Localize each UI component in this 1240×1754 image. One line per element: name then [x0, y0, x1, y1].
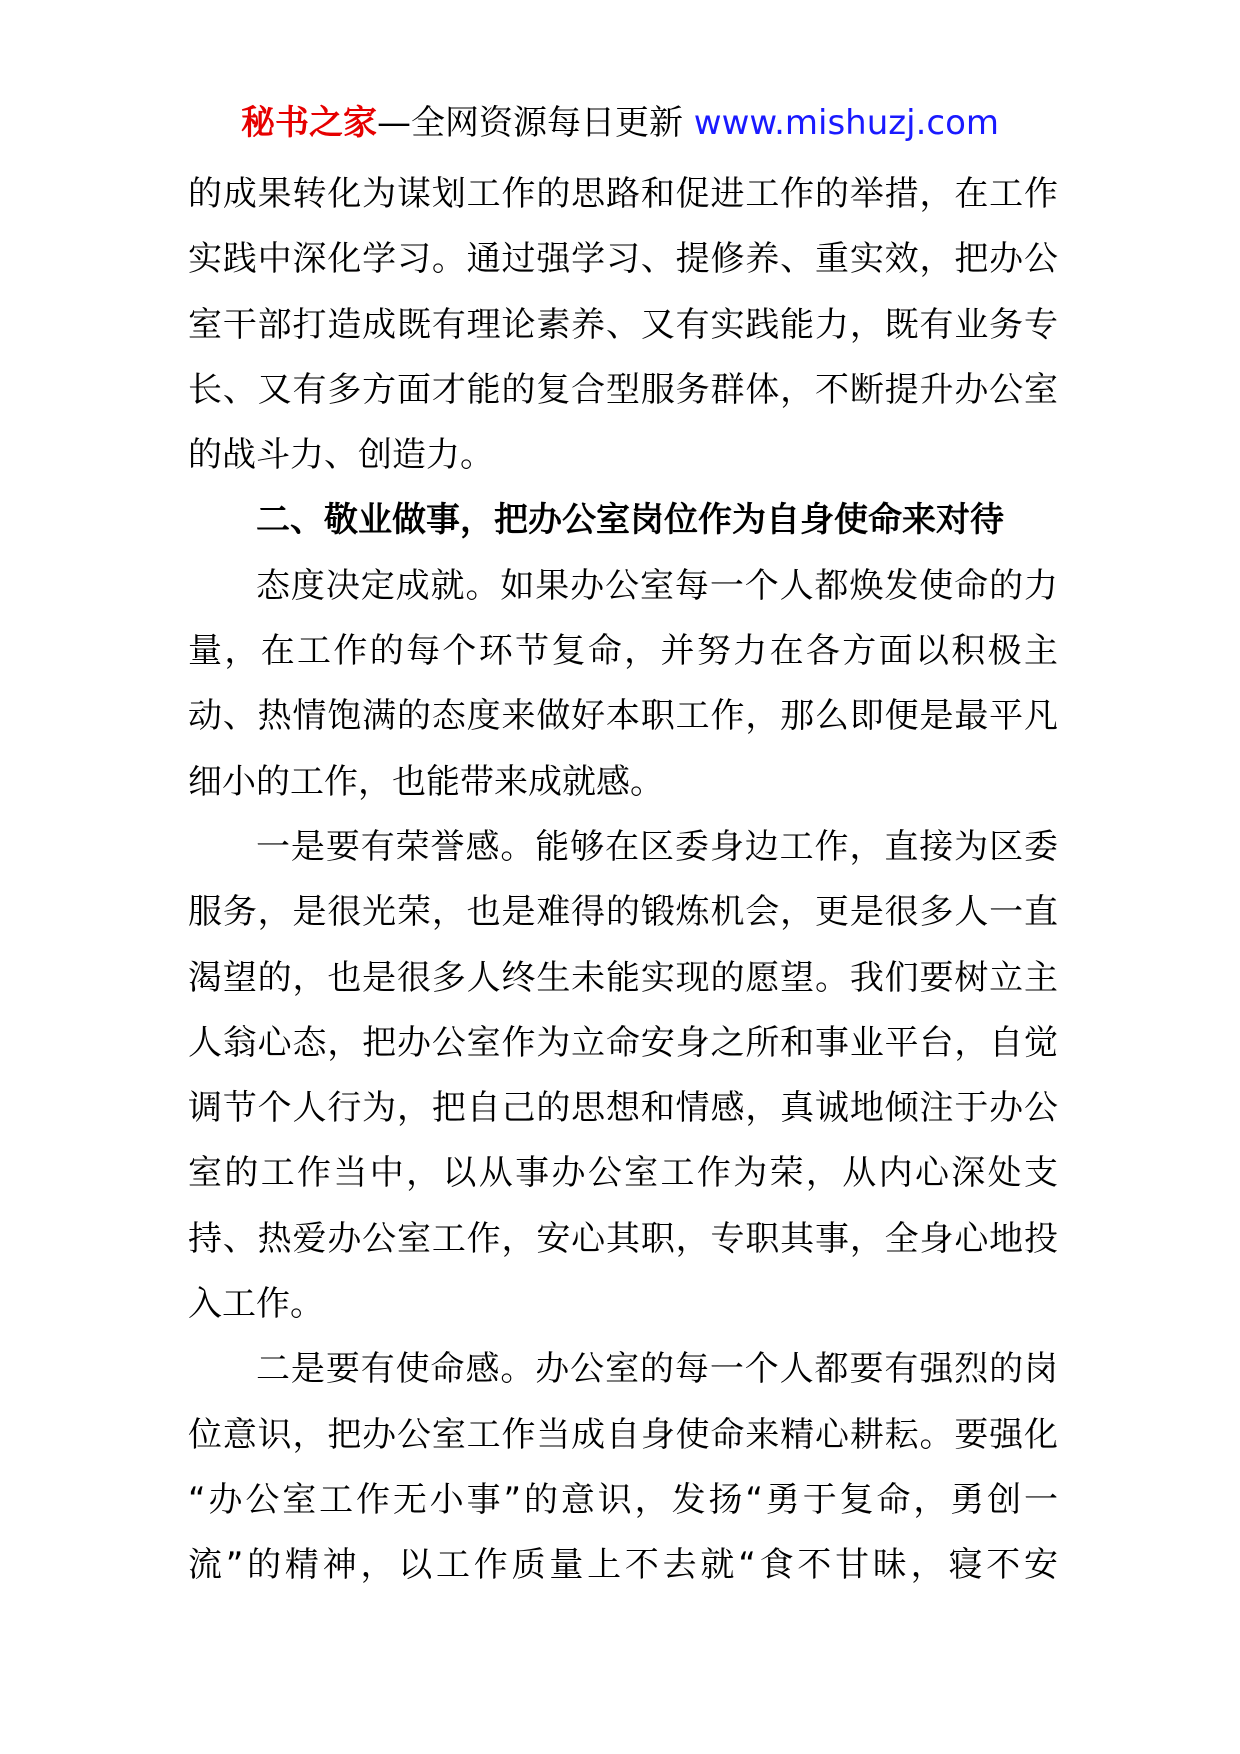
paragraph-line: 的战斗力、创造力。: [188, 435, 494, 476]
paragraph-line: 室的工作当中，以从事办公室工作为荣，从内心深处支: [188, 1153, 1058, 1194]
paragraph-line: 长、又有多方面才能的复合型服务群体，不断提升办公室: [188, 369, 1058, 410]
paragraph-line: 量，在工作的每个环节复命，并努力在各方面以积极主: [188, 631, 1058, 672]
paragraph-line: 人翁心态，把办公室作为立命安身之所和事业平台，自觉: [188, 1022, 1058, 1063]
paragraph-line: 一是要有荣誉感。能够在区委身边工作，直接为区委: [256, 826, 1058, 867]
paragraph-line: 入工作。: [188, 1284, 324, 1325]
paragraph-line: “办公室工作无小事”的意识，发扬“勇于复命，勇创一: [188, 1479, 1058, 1520]
paragraph-line: 持、热爱办公室工作，安心其职，专职其事，全身心地投: [188, 1218, 1058, 1259]
section-heading: 二、敬业做事，把办公室岗位作为自身使命来对待: [256, 500, 1004, 541]
paragraph-line: 渴望的，也是很多人终生未能实现的愿望。我们要树立主: [188, 957, 1058, 998]
paragraph-line: 位意识，把办公室工作当成自身使命来精心耕耘。要强化: [188, 1414, 1058, 1455]
paragraph-line: 流”的精神，以工作质量上不去就“食不甘昧，寝不安: [188, 1545, 1058, 1586]
paragraph-line: 服务，是很光荣，也是难得的锻炼机会，更是很多人一直: [188, 892, 1058, 933]
site-url-link[interactable]: www.mishuzj.com: [693, 103, 999, 143]
brand-name: 秘书之家: [240, 103, 377, 143]
paragraph-line: 态度决定成就。如果办公室每一个人都焕发使命的力: [256, 565, 1058, 606]
header-tagline: —全网资源每日更新: [376, 103, 694, 143]
paragraph-line: 实践中深化学习。通过强学习、提修养、重实效，把办公: [188, 239, 1058, 280]
paragraph-line: 动、热情饱满的态度来做好本职工作，那么即便是最平凡: [188, 696, 1058, 737]
paragraph-line: 室干部打造成既有理论素养、又有实践能力，既有业务专: [188, 304, 1058, 345]
paragraph-line: 的成果转化为谋划工作的思路和促进工作的举措，在工作: [188, 174, 1058, 214]
paragraph-line: 二是要有使命感。办公室的每一个人都要有强烈的岗: [256, 1349, 1058, 1390]
paragraph-line: 细小的工作，也能带来成就感。: [188, 761, 664, 802]
paragraph-line: 调节个人行为，把自己的思想和情感，真诚地倾注于办公: [188, 1088, 1058, 1129]
site-header: [0, 98, 1240, 148]
document-body: [188, 162, 1058, 1599]
